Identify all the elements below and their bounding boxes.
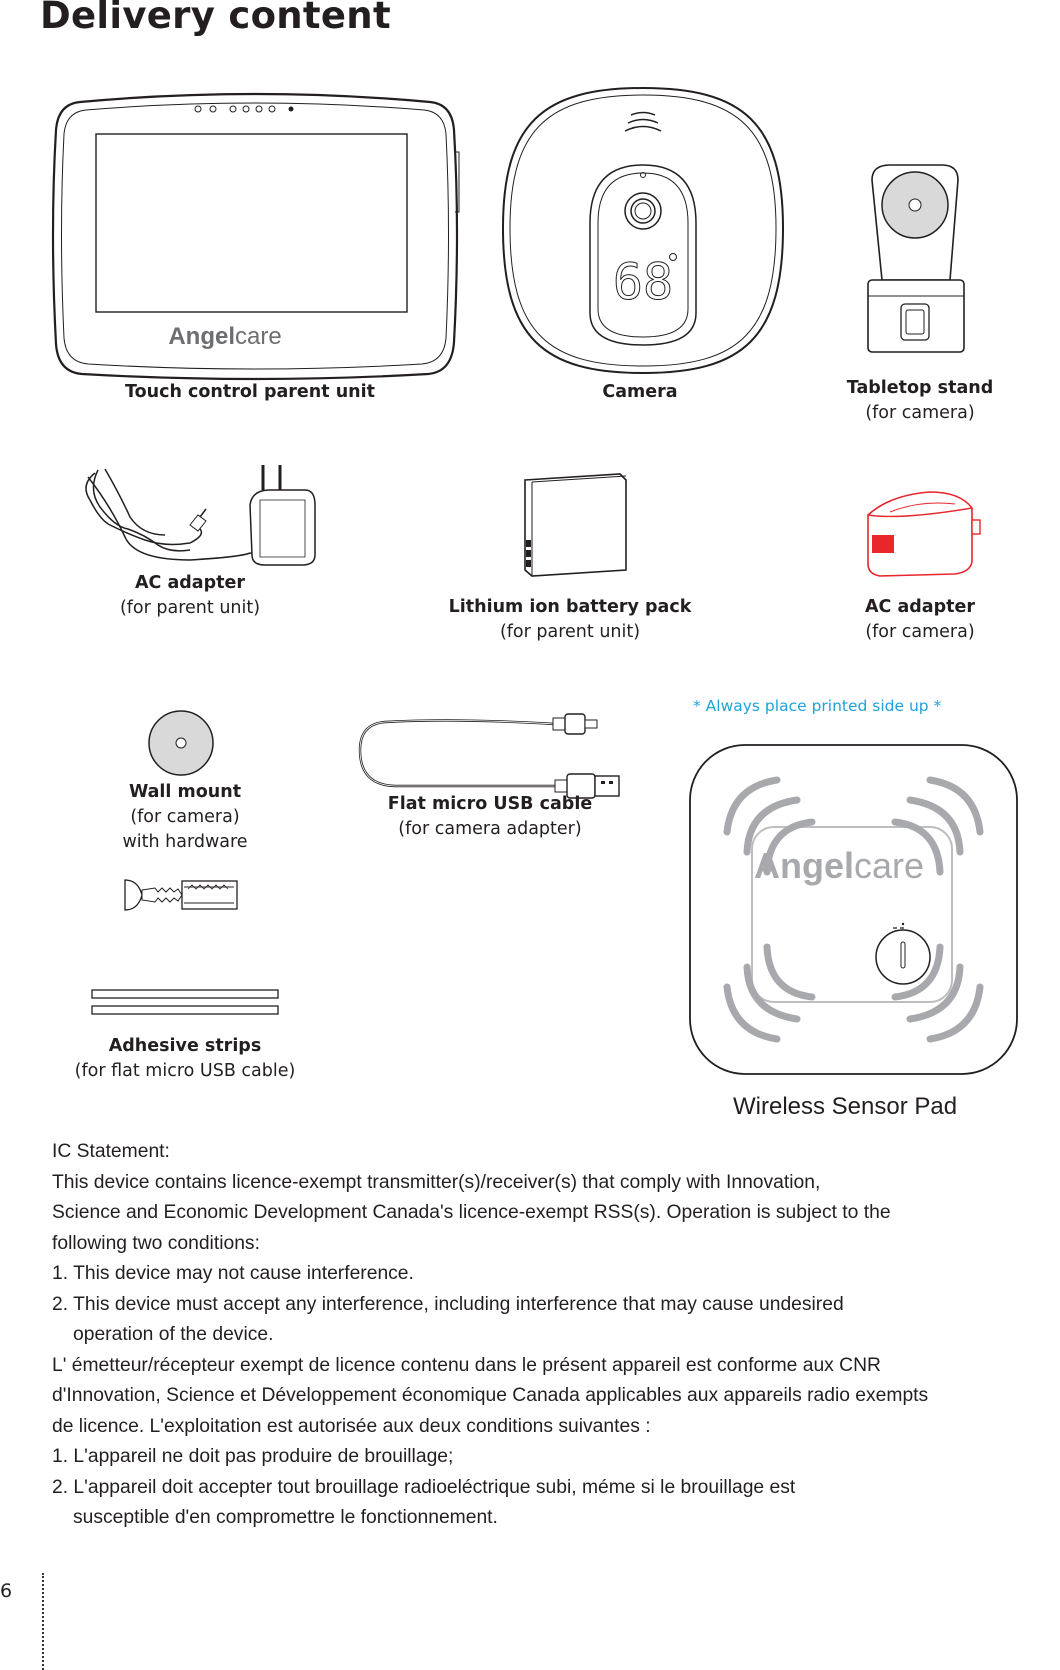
usb-cable-sub: (for camera adapter) <box>398 819 582 839</box>
camera-caption <box>540 380 740 405</box>
ac-adapter-camera-caption <box>810 595 1030 645</box>
tabletop-stand-caption <box>810 376 1030 426</box>
ic-line: 2. This device must accept any interference, including interference that may cause undesired <box>52 1293 844 1315</box>
sensor-pad-illustration <box>687 742 1020 1077</box>
ic-line: de licence. L'exploitation est autorisée aux deux conditions suivantes : <box>52 1415 651 1437</box>
usb-cable-caption <box>340 792 640 842</box>
wall-mount-caption <box>75 780 295 855</box>
parent-unit-logo-a: Angel <box>168 323 235 350</box>
battery-caption <box>420 595 720 645</box>
ic-statement <box>52 1137 1052 1534</box>
wall-mount-sub2: with hardware <box>122 832 248 852</box>
ic-line: IC Statement: <box>52 1141 170 1162</box>
battery-sub: (for parent unit) <box>499 622 641 642</box>
ic-line: operation of the device. <box>73 1324 274 1345</box>
ic-line: L' émetteur/récepteur exempt de licence contenu dans le présent appareil est conforme aux CNR <box>52 1354 881 1376</box>
ic-line: d'Innovation, Science et Développement économique Canada applicables aux appareils radio exempts <box>52 1385 929 1406</box>
adhesive-strips-illustration <box>90 988 280 1018</box>
camera-illustration <box>498 83 788 378</box>
ac-adapter-camera-illustration <box>860 490 990 580</box>
battery-illustration <box>520 470 640 580</box>
parent-unit-caption <box>90 380 410 405</box>
ic-line: Science and Economic Development Canada's licence-exempt RSS(s). Operation is subject to the <box>52 1202 891 1223</box>
wall-mount-sub: (for camera) <box>130 807 240 827</box>
battery-label: Lithium ion battery pack <box>448 597 692 617</box>
ic-line: 1. This device may not cause interference. <box>52 1263 414 1284</box>
page-title: Delivery content <box>40 0 391 37</box>
ic-line: 2. L'appareil doit accepter tout brouillage radioeléctrique subi, méme si le brouillage est <box>52 1476 796 1498</box>
ac-adapter-parent-illustration <box>70 465 330 575</box>
page-divider <box>42 1573 44 1670</box>
sensor-pad-label: Wireless Sensor Pad <box>733 1093 958 1120</box>
wall-mount-illustration <box>146 708 216 778</box>
parent-unit-illustration <box>50 92 460 382</box>
sensor-pad-logo-b: care <box>854 845 925 886</box>
tabletop-stand-illustration <box>860 160 970 360</box>
usb-cable-illustration <box>355 710 625 800</box>
parent-unit-label: Touch control parent unit <box>124 382 376 402</box>
ac-adapter-camera-sub: (for camera) <box>865 622 975 642</box>
ac-adapter-parent-sub: (for parent unit) <box>119 598 261 618</box>
wall-mount-label: Wall mount <box>128 782 242 802</box>
ic-line: susceptible d'en compromettre le fonctionnement. <box>73 1507 498 1528</box>
camera-label: Camera <box>602 382 678 402</box>
page-number: 6 <box>0 1580 13 1602</box>
ac-adapter-camera-label: AC adapter <box>864 597 976 617</box>
sensor-pad-note: * Always place printed side up * <box>693 697 942 715</box>
screw-anchor-illustration <box>120 875 245 915</box>
ac-adapter-parent-caption <box>80 571 300 621</box>
sensor-pad-logo-a: Angel <box>753 845 854 886</box>
ic-line: following two conditions: <box>52 1232 260 1254</box>
ic-line: 1. L'appareil ne doit pas produire de brouillage; <box>52 1446 454 1467</box>
usb-cable-label: Flat micro USB cable <box>387 794 593 814</box>
ac-adapter-parent-label: AC adapter <box>134 573 246 593</box>
tabletop-stand-label: Tabletop stand <box>846 378 994 398</box>
adhesive-sub: (for flat micro USB cable) <box>74 1061 296 1081</box>
tabletop-stand-sub: (for camera) <box>865 403 975 423</box>
adhesive-label: Adhesive strips <box>108 1036 262 1056</box>
adhesive-caption <box>35 1034 335 1084</box>
ic-line: This device contains licence-exempt transmitter(s)/receiver(s) that comply with Innovation, <box>52 1171 821 1193</box>
parent-unit-logo-b: care <box>235 323 282 350</box>
camera-display: 68 <box>612 253 674 311</box>
